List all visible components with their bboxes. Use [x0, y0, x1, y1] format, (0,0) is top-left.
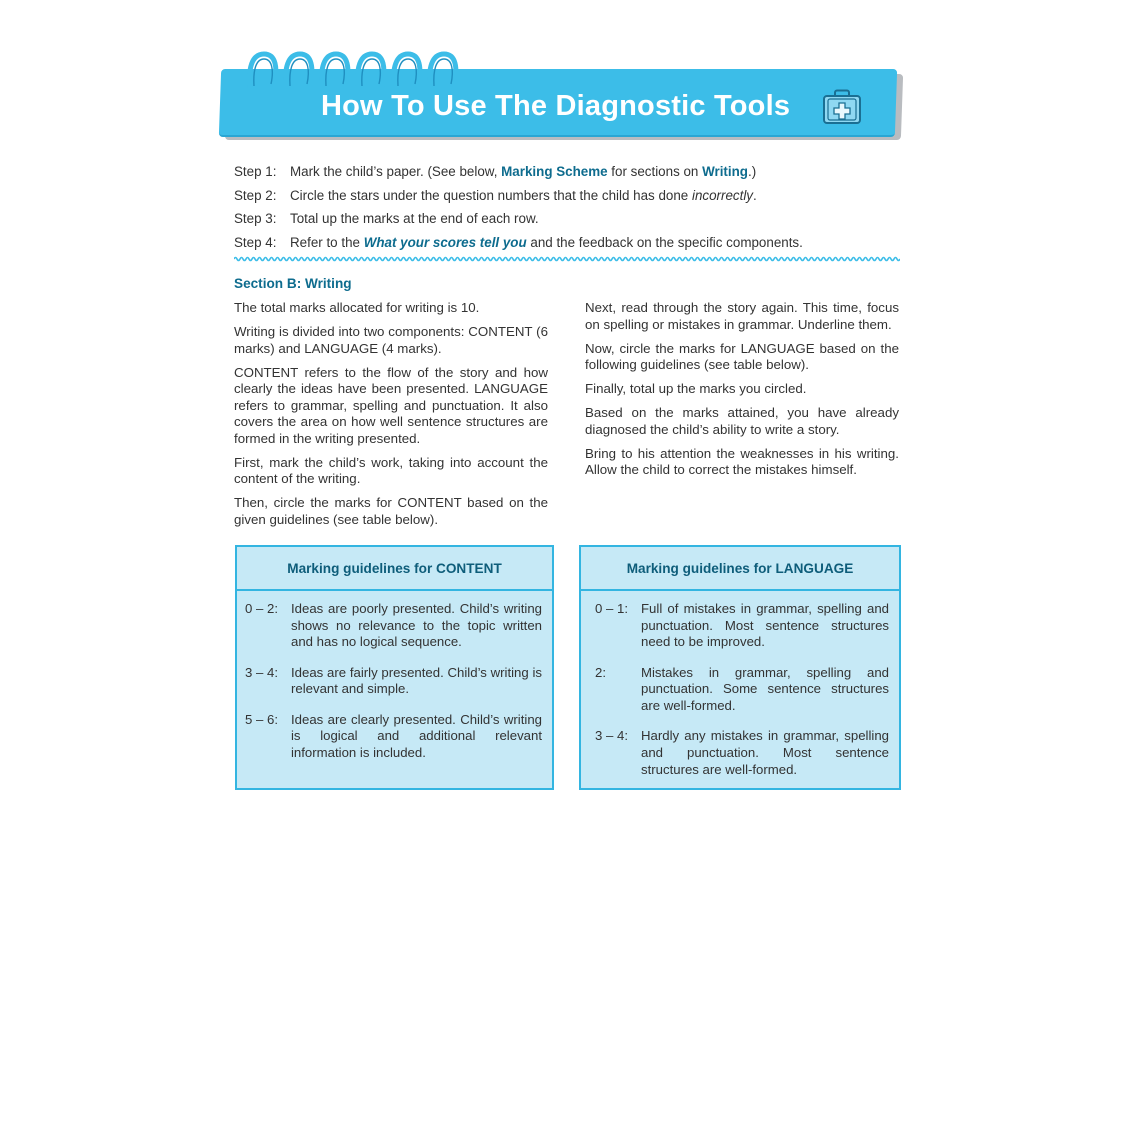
language-guidelines-list: [581, 591, 899, 778]
guideline-row: [589, 728, 889, 778]
step-text: [290, 235, 803, 250]
paragraph: Finally, total up the marks you circled.: [585, 381, 807, 396]
mark-range: 0 – 1:: [595, 601, 628, 616]
step-label: Step 4:: [234, 234, 277, 250]
step-text-part: for sections on: [607, 164, 703, 180]
paragraph: Next, read through the story again. This time, focus on spelling or mistakes in grammar. Underline them.: [585, 300, 899, 332]
first-aid-kit-icon: [822, 89, 862, 125]
step-label: Step 2:: [234, 187, 277, 203]
guideline-text: Full of mistakes in grammar, spelling and punctuation. Most sentence structures need to be improved.: [641, 601, 889, 650]
step-keyword: What your scores tell you: [363, 234, 527, 250]
guideline-text: Ideas are clearly presented. Child’s writing is logical and additional relevant information is included.: [291, 711, 542, 760]
step-text-part: .): [747, 164, 757, 180]
spiral-binding-icon: [244, 48, 464, 92]
step-label: Step 1:: [234, 164, 277, 180]
guideline-text: Hardly any mistakes in grammar, spelling and punctuation. Most sentence structures are well-formed.: [641, 728, 889, 777]
paragraph: Now, circle the marks for LANGUAGE based on the following guidelines (see table below).: [585, 340, 899, 372]
steps-list: [234, 160, 900, 254]
mark-range: 2:: [595, 664, 606, 680]
guideline-row: [245, 712, 542, 762]
step-text-part: Total up the marks at the end of each row.: [290, 211, 539, 227]
step-text-part: Refer to the: [290, 234, 364, 250]
left-column: [234, 300, 548, 536]
paragraph: Writing is divided into two components: CONTENT (6 marks) and LANGUAGE (4 marks).: [234, 324, 548, 356]
guideline-text: Ideas are poorly presented. Child’s writing shows no relevance to the topic written and has no logical sequence.: [291, 601, 542, 650]
section-title: Section B: Writing: [234, 276, 352, 291]
step-2: [234, 184, 900, 208]
language-guidelines-title: Marking guidelines for LANGUAGE: [581, 547, 899, 591]
step-keyword: Marking Scheme: [501, 164, 608, 180]
mark-range: 0 – 2:: [245, 601, 278, 616]
paragraph: The total marks allocated for writing is 10.: [234, 300, 480, 315]
guideline-row: [589, 665, 889, 715]
step-text-part: Mark the child’s paper. (See below,: [290, 164, 502, 180]
step-text: [290, 188, 757, 203]
mark-range: 5 – 6:: [245, 711, 278, 727]
guideline-text: Ideas are fairly presented. Child’s writing is relevant and simple.: [291, 664, 542, 697]
step-3: [234, 207, 900, 231]
paragraph: CONTENT refers to the flow of the story and how clearly the ideas have been presented. LANGUAGE refers to grammar, spelling and punctuation. It also covers the area on how well sentence structures are formed in the writing presented.: [234, 364, 548, 446]
step-keyword: incorrectly: [691, 187, 753, 203]
paragraph: Based on the marks attained, you have already diagnosed the child’s ability to write a story.: [585, 405, 899, 437]
step-text-part: Circle the stars under the question numbers that the child has done: [290, 187, 692, 203]
step-text: [290, 164, 756, 179]
language-guidelines-box: [579, 545, 901, 790]
guideline-row: [245, 665, 542, 698]
step-keyword: Writing: [702, 164, 748, 180]
content-guidelines-title: Marking guidelines for CONTENT: [237, 547, 552, 591]
paragraph: Bring to his attention the weaknesses in his writing. Allow the child to correct the mistakes himself.: [585, 445, 899, 477]
mark-range: 3 – 4:: [595, 728, 628, 744]
paragraph: Then, circle the marks for CONTENT based on the given guidelines (see table below).: [234, 495, 548, 527]
guideline-row: [245, 601, 542, 651]
step-text-part: .: [753, 187, 757, 203]
wavy-divider: [234, 255, 900, 263]
page-title: How To Use The Diagnostic Tools: [321, 90, 791, 122]
paragraph: First, mark the child’s work, taking into account the content of the writing.: [234, 454, 548, 486]
step-text: [290, 211, 539, 226]
right-column: [585, 300, 899, 486]
mark-range: 3 – 4:: [245, 664, 278, 680]
step-label: Step 3:: [234, 211, 277, 227]
content-guidelines-list: [237, 591, 552, 762]
guideline-row: [589, 601, 889, 651]
step-1: [234, 160, 900, 184]
step-text-part: and the feedback on the specific components.: [526, 234, 803, 250]
content-guidelines-box: [235, 545, 554, 790]
title-banner: [218, 48, 904, 142]
guideline-text: Mistakes in grammar, spelling and punctuation. Some sentence structures are well-formed.: [641, 664, 889, 714]
step-4: [234, 231, 900, 255]
